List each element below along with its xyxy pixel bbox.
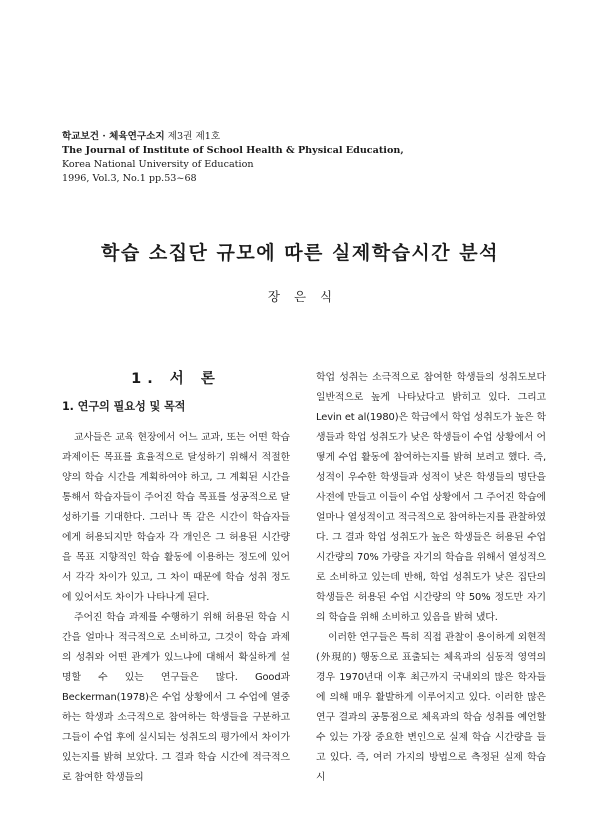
author-name: 장은식 xyxy=(267,289,347,304)
journal-volume-korean: 제3권 제1호 xyxy=(164,131,221,142)
journal-issue-line xyxy=(62,130,404,144)
body-paragraph: 주어진 학습 과제를 수행하기 위해 허용된 학습 시간을 얼마나 적극적으로 소비하고, 그것이 학습 과제의 성취와 어떤 관계가 있느냐에 대해서 확실하게 설명할 수 있는 연구들은 많다. Good과 Beckerman(1978)은 수업 상황에서 그 수업에 열중하는 학생과 소극적으로 참여하는 학생들을 구분하고 그들이 수업 후에 실시되는 성취도의 평가에서 차이가 있는지를 밝혀 보았다. 그 결과 학습 시간에 적극적으로 참여한 학생들의 xyxy=(62,612,290,783)
journal-name-korean: 학교보건 · 체육연구소지 xyxy=(62,131,165,142)
journal-institution: Korea National University of Education xyxy=(62,159,254,170)
section-heading: 1. 서 론 xyxy=(131,371,221,387)
left-column xyxy=(62,368,290,788)
journal-header xyxy=(62,130,404,186)
paper-title: 학습 소집단 규모에 따른 실제학습시간 분석 xyxy=(101,242,499,264)
journal-citation: 1996, Vol.3, No.1 pp.53~68 xyxy=(62,173,197,184)
body-paragraph: 교사들은 교육 현장에서 어느 교과, 또는 어떤 학습 과제이든 목표를 효율적으로 달성하기 위해서 적절한 양의 학습 시간을 계획하여야 하고, 그 계획된 시간을 통해서 학습자들이 주어진 학습 목표를 성공적으로 달성하기를 기대한다. 그러나 똑 같은 시간이 학습자들에게 허용되지만 학습자 각 개인은 그 허용된 시간량을 목표 지향적인 학습 활동에 이용하는 정도에 있어서 각각 차이가 있고, 그 차이 때문에 학습 성취 정도에 있어서도 차이가 나타나게 된다. xyxy=(62,432,290,603)
right-column xyxy=(316,368,546,788)
body-paragraph: 이러한 연구들은 특히 직접 관찰이 용이하게 외현적(外現的) 행동으로 표출되는 체육과의 심동적 영역의 경우 1970년대 이후 최근까지 국내외의 많은 학자들에 의해 매우 활발하게 이루어지고 있다. 이러한 많은 연구 결과의 공통점으로 체육과의 학습 성취를 예언할 수 있는 가장 중요한 변인으로 실제 학습 시간량을 들고 있다. 즉, 여러 가지의 방법으로 측정된 실제 학습 시 xyxy=(316,632,546,783)
body-paragraph: 학업 성취는 소극적으로 참여한 학생들의 성취도보다 일반적으로 높게 나타났다고 밝히고 있다. 그리고 Levin et al(1980)은 학급에서 학업 성취도가 높은 학생들과 학업 성취도가 낮은 학생들이 수업 상황에서 어떻게 수업 활동에 참여하는지를 밝혀 보려고 했다. 즉, 성적이 우수한 학생들과 성적이 낮은 학생들의 명단을 사전에 만들고 이들이 수업 상황에서 그 주어진 학습에 얼마나 열성적이고 적극적으로 참여하는지를 관찰하였다. 그 결과 학업 성취도가 높은 학생들은 허용된 수업 시간량의 70% 가량을 자기의 학습을 위해서 열성적으로 소비하고 있는데 반해, 학업 성취도가 낮은 집단의 학생들은 허용된 수업 시간량의 약 50% 정도만 자기의 학습을 위해 소비하고 있음을 밝혀 냈다. xyxy=(316,372,546,623)
subsection-heading: 1. 연구의 필요성 및 목적 xyxy=(62,400,186,413)
journal-name-english: The Journal of Institute of School Health & Physical Education, xyxy=(62,145,404,156)
